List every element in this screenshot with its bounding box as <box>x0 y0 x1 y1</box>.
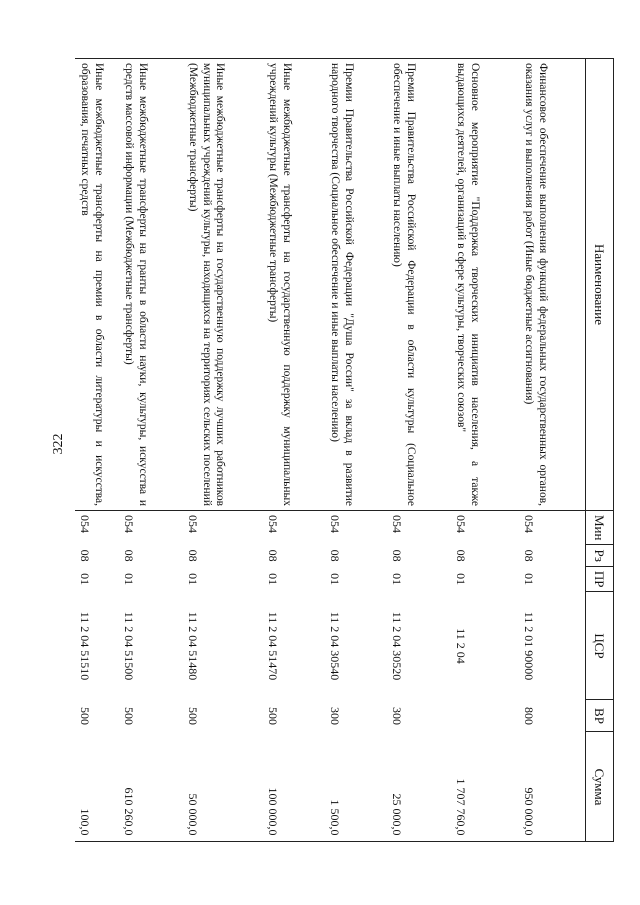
row-csr: 11 2 04 51510 <box>77 611 92 681</box>
row-rz: 08 <box>77 549 92 562</box>
row-sum: 100,0 <box>76 732 120 842</box>
table-row <box>326 59 388 842</box>
row-sum: 610 260,0 <box>120 732 184 842</box>
row-min: 054 <box>77 515 92 533</box>
row-csr: 11 2 04 51480 <box>185 611 200 681</box>
row-pr: 01 <box>77 573 92 586</box>
row-min: 054 <box>327 515 342 533</box>
row-name: Премии Правительства Российской Федерации в области культуры (Социальное обеспечение и иные выплаты населению) <box>388 59 452 511</box>
row-sum: 25 000,0 <box>388 732 452 842</box>
row-rz: 08 <box>389 549 404 562</box>
row-pr: 01 <box>265 573 280 586</box>
row-vr: 500 <box>121 706 136 725</box>
row-csr: 11 2 04 <box>453 628 468 664</box>
row-sum: 100 000,0 <box>264 732 326 842</box>
row-rz: 08 <box>453 549 468 562</box>
row-min: 054 <box>453 515 468 533</box>
row-sum: 950 000,0 <box>520 732 586 842</box>
row-csr: 11 2 04 30520 <box>389 611 404 681</box>
row-vr: 300 <box>327 706 342 725</box>
row-name: Финансовое обеспечение выполнения функций федеральных государственных органов, оказания услуг и выполнения работ (Иные бюджетные ассигнования) <box>520 59 586 511</box>
rotated-page <box>34 0 614 905</box>
row-rz: 08 <box>265 549 280 562</box>
row-vr: 500 <box>77 706 92 725</box>
row-pr: 01 <box>185 573 200 586</box>
row-csr: 11 2 04 30540 <box>327 611 342 681</box>
row-vr: 500 <box>265 706 280 725</box>
row-rz: 08 <box>521 549 536 562</box>
column-header-sum: Сумма <box>586 732 614 842</box>
table-row <box>76 59 120 842</box>
table-row <box>388 59 452 842</box>
row-pr: 01 <box>121 573 136 586</box>
row-name: Иные межбюджетные трансферты на премии в области литературы и искусства, образования, печатных средств <box>76 59 120 511</box>
row-rz: 08 <box>327 549 342 562</box>
row-pr: 01 <box>521 573 536 586</box>
row-vr: 300 <box>389 706 404 725</box>
row-name: Иные межбюджетные трансферты на гранты в области науки, культуры, искусства и средств массовой информации (Межбюджетные трансферты) <box>120 59 184 511</box>
row-vr: 800 <box>521 706 536 725</box>
row-pr: 01 <box>453 573 468 586</box>
table-row <box>520 59 586 842</box>
row-name: Основное мероприятие "Поддержка творческих инициатив населения, а также выдающихся деятелей, организаций в сфере культуры, творческих союзов" <box>452 59 520 511</box>
table-row <box>120 59 184 842</box>
row-sum: 1 707 760,0 <box>452 732 520 842</box>
row-min: 054 <box>121 515 136 533</box>
row-min: 054 <box>521 515 536 533</box>
table-row <box>452 59 520 842</box>
column-header-vr: ВР <box>586 700 614 732</box>
row-pr: 01 <box>327 573 342 586</box>
table-row <box>264 59 326 842</box>
row-min: 054 <box>185 515 200 533</box>
row-min: 054 <box>265 515 280 533</box>
row-vr <box>452 700 520 732</box>
row-vr: 500 <box>185 706 200 725</box>
table-header-row <box>586 59 614 842</box>
row-name: Иные межбюджетные трансферты на государственную поддержку лучших работников муниципальных учреждений культуры, находящихся на территориях сельских поселений (Межбюджетные трансферты) <box>184 59 264 511</box>
row-name: Иные межбюджетные трансферты на государственную поддержку муниципальных учреждений культуры (Межбюджетные трансферты) <box>264 59 326 511</box>
column-header-csr: ЦСР <box>586 592 614 700</box>
column-header-pr: ПР <box>586 566 614 592</box>
row-csr: 11 2 04 51500 <box>121 611 136 681</box>
table-row <box>184 59 264 842</box>
column-header-rz: Рз <box>586 545 614 566</box>
row-rz: 08 <box>121 549 136 562</box>
row-rz: 08 <box>185 549 200 562</box>
row-csr: 11 2 04 51470 <box>265 611 280 681</box>
row-sum: 50 000,0 <box>184 732 264 842</box>
row-min: 054 <box>389 515 404 533</box>
column-header-name: Наименование <box>586 59 614 511</box>
row-pr: 01 <box>389 573 404 586</box>
row-sum: 1 500,0 <box>326 732 388 842</box>
row-name: Премии Правительства Российской Федерации "Душа России" за вклад в развитие народного творчества (Социальное обеспечение и иные выплаты населению) <box>326 59 388 511</box>
row-csr: 11 2 01 90000 <box>521 611 536 681</box>
column-header-min: Мин <box>586 511 614 545</box>
page-number: 322 <box>51 433 66 455</box>
budget-table <box>76 58 615 842</box>
